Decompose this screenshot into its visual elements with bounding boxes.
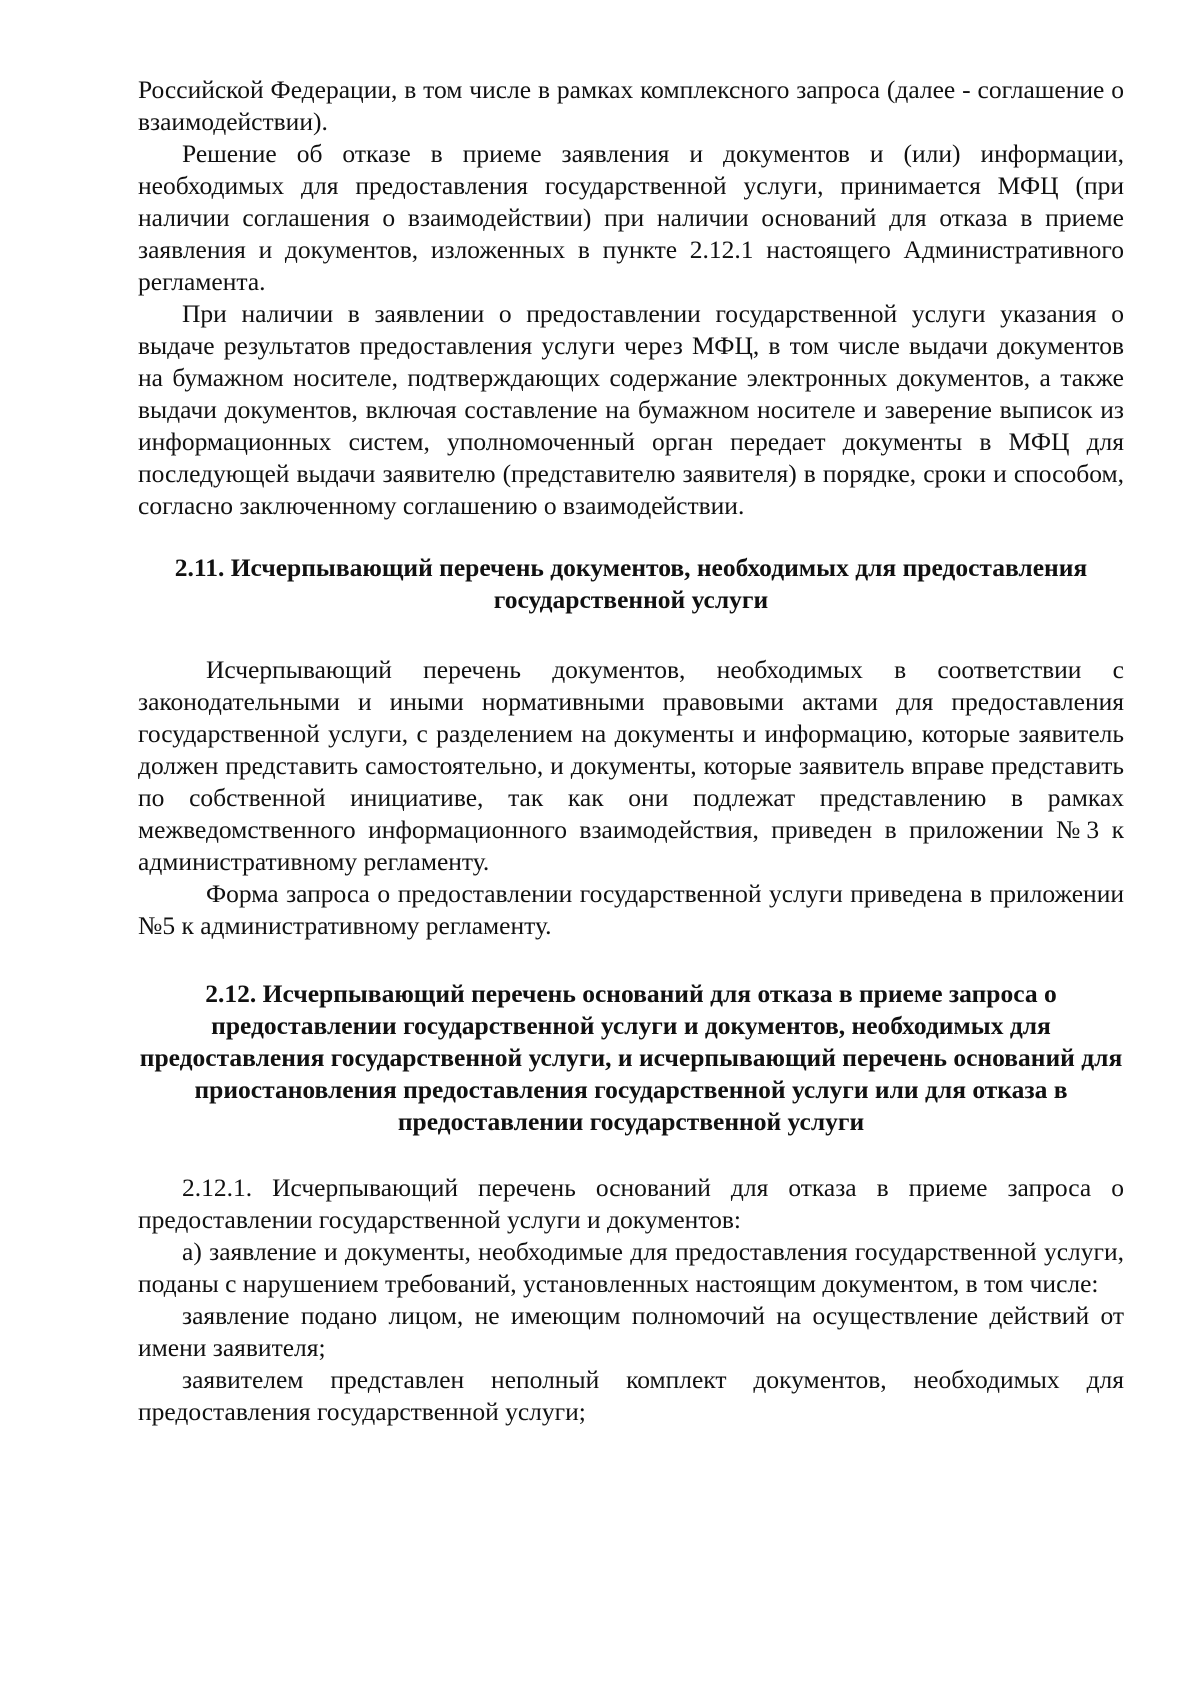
- paragraph-no-authority: заявление подано лицом, не имеющим полномочий на осуществление действий от имени заявителя;: [138, 1301, 1124, 1362]
- paragraph-item-a: а) заявление и документы, необходимые для предоставления государственной услуги, поданы с нарушением требований, установленных настоящим документом, в том числе:: [138, 1237, 1124, 1298]
- section-heading-2-12: 2.12. Исчерпывающий перечень оснований для отказа в приеме запроса о предоставлении государственной услуги и документов, необходимых для предоставления государственной услуги, и исчерпывающий перечень оснований для приостановления предоставления государственной услуги или для отказа в предоставлении государственной услуги: [139, 979, 1123, 1136]
- paragraph-mfc-issuance: При наличии в заявлении о предоставлении государственной услуги указания о выдаче результатов предоставления услуги через МФЦ, в том числе выдачи документов на бумажном носителе, подтверждающих содержание электронных документов, а также выдачи документов, включая составление на бумажном носителе и заверение выписок из информационных систем, уполномоченный орган передает документы в МФЦ для последующей выдачи заявителю (представителю заявителя) в порядке, сроки и способом, согласно заключенному соглашению о взаимодействии.: [138, 299, 1124, 520]
- section-heading-2-11: 2.11. Исчерпывающий перечень документов, необходимых для предоставления государственной услуги: [174, 553, 1088, 614]
- document-page: [138, 74, 1124, 1428]
- paragraph-continuation: Российской Федерации, в том числе в рамках комплексного запроса (далее - соглашение о взаимодействии).: [138, 75, 1124, 136]
- paragraph-documents-list: Исчерпывающий перечень документов, необходимых в соответствии с законодательными и иными нормативными правовыми актами для предоставления государственной услуги, с разделением на документы и информацию, которые заявитель должен представить самостоятельно, и документы, которые заявитель вправе представить по собственной инициативе, так как они подлежат представлению в рамках межведомственного информационного взаимодействия, приведен в приложении №3 к административному регламенту.: [138, 655, 1124, 876]
- paragraph-request-form: Форма запроса о предоставлении государственной услуги приведена в приложении №5 к административному регламенту.: [138, 879, 1124, 940]
- paragraph-refusal-decision: Решение об отказе в приеме заявления и документов и (или) информации, необходимых для предоставления государственной услуги, принимается МФЦ (при наличии соглашения о взаимодействии) при наличии оснований для отказа в приеме заявления и документов, изложенных в пункте 2.12.1 настоящего Административного регламента.: [138, 139, 1124, 296]
- paragraph-2-12-1: 2.12.1. Исчерпывающий перечень оснований для отказа в приеме запроса о предоставлении государственной услуги и документов:: [138, 1173, 1124, 1234]
- paragraph-incomplete-set: заявителем представлен неполный комплект документов, необходимых для предоставления государственной услуги;: [138, 1365, 1124, 1426]
